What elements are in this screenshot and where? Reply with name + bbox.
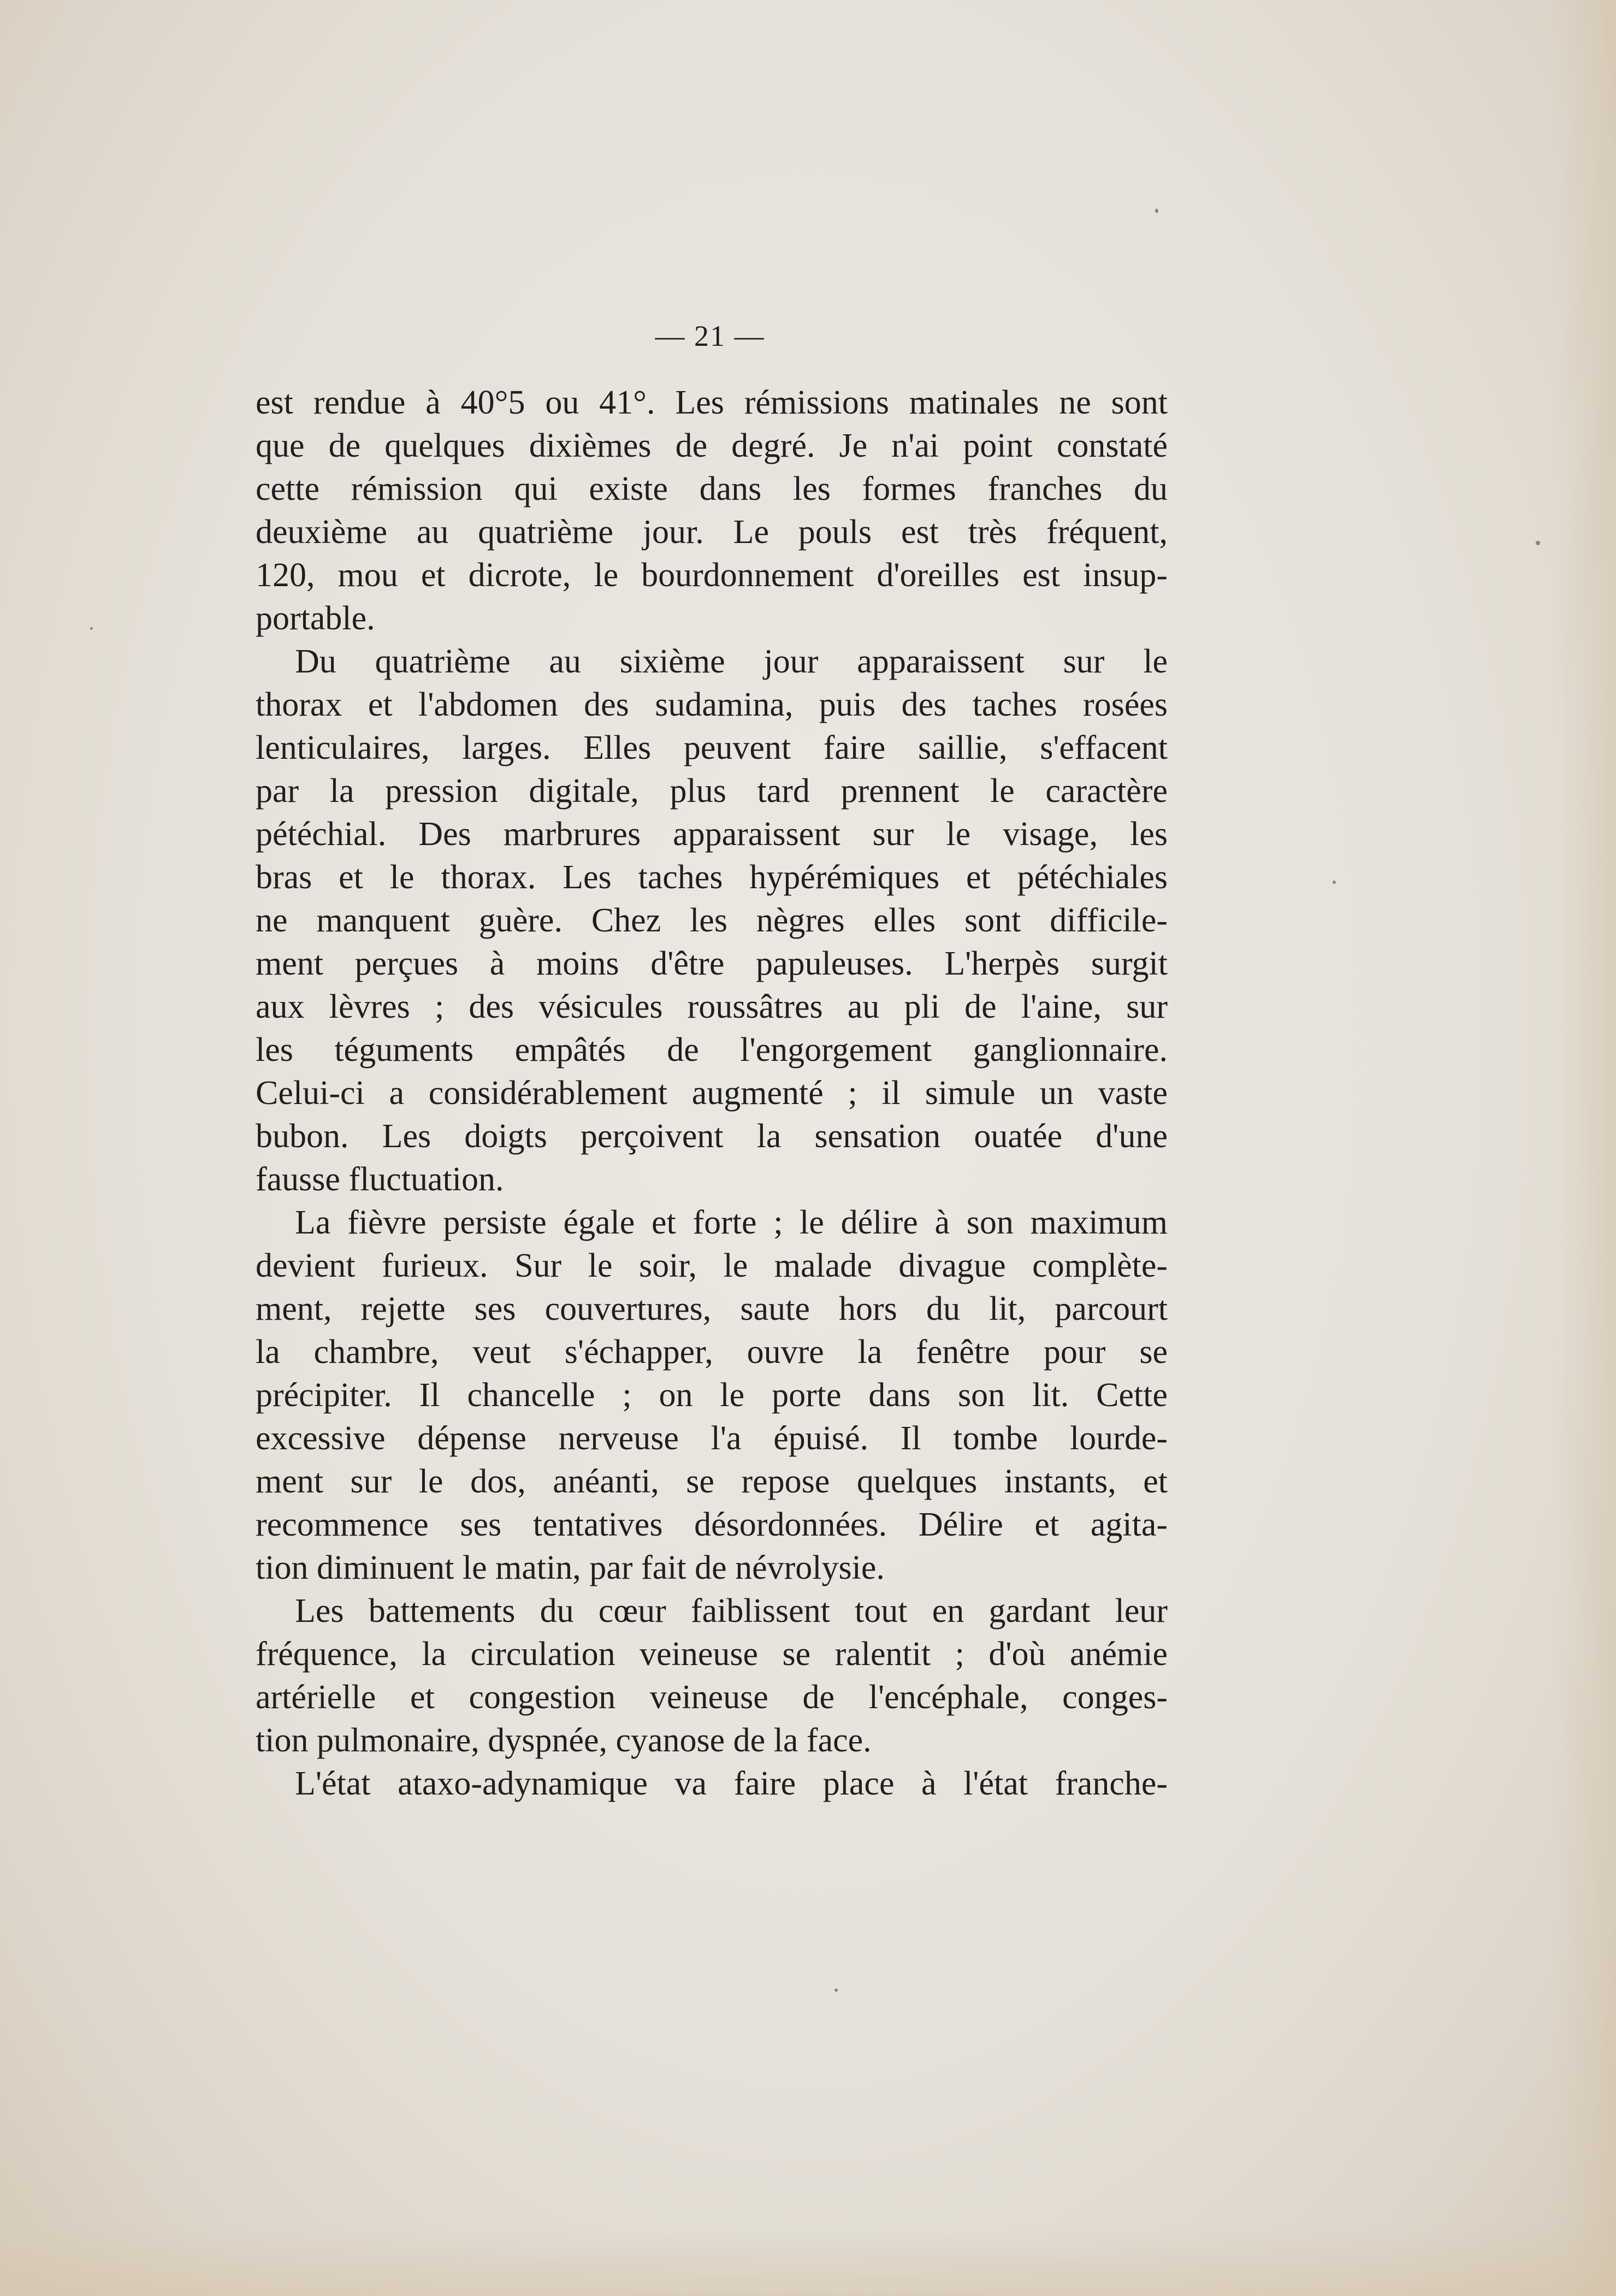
text-line: ne manquent guère. Chez les nègres elles sont difficile- xyxy=(256,902,1168,939)
text-line: Les battements du cœur faiblissent tout en gardant leur xyxy=(295,1592,1168,1630)
text-line: tion pulmonaire, dyspnée, cyanose de la face. xyxy=(256,1722,872,1759)
text-line: 120, mou et dicrote, le bourdonnement d'oreilles est insup- xyxy=(256,557,1168,594)
text-line: artérielle et congestion veineuse de l'encéphale, conges- xyxy=(256,1679,1168,1716)
text-line: lenticulaires, larges. Elles peuvent faire saillie, s'effacent xyxy=(256,729,1168,766)
text-line: tion diminuent le matin, par fait de névrolysie. xyxy=(256,1549,885,1586)
paper-speck xyxy=(834,1988,838,1992)
text-line: Du quatrième au sixième jour apparaissent sur le xyxy=(295,643,1168,680)
text-line: devient furieux. Sur le soir, le malade divague complète- xyxy=(256,1247,1168,1284)
paper-speck xyxy=(1155,209,1158,213)
text-line: portable. xyxy=(256,600,375,637)
text-line: fausse fluctuation. xyxy=(256,1161,504,1198)
text-line: recommence ses tentatives désordonnées. Délire et agita- xyxy=(256,1506,1168,1543)
text-line: Celui-ci a considérablement augmenté ; il simule un vaste xyxy=(256,1075,1168,1112)
paper-speck xyxy=(1536,541,1540,545)
paper-speck xyxy=(90,627,93,630)
text-line: thorax et l'abdomen des sudamina, puis des taches rosées xyxy=(256,686,1168,723)
text-line: la chambre, veut s'échapper, ouvre la fenêtre pour se xyxy=(256,1333,1168,1371)
text-line: que de quelques dixièmes de degré. Je n'ai point constaté xyxy=(256,427,1168,464)
text-line: ment, rejette ses couvertures, saute hors du lit, parcourt xyxy=(256,1290,1168,1327)
text-line: cette rémission qui existe dans les formes franches du xyxy=(256,470,1168,507)
text-line: deuxième au quatrième jour. Le pouls est très fréquent, xyxy=(256,513,1168,551)
text-line: aux lèvres ; des vésicules roussâtres au pli de l'aine, sur xyxy=(256,988,1168,1025)
page-bottom-shading xyxy=(0,2230,1616,2296)
text-line: les téguments empâtés de l'engorgement ganglionnaire. xyxy=(256,1031,1168,1069)
text-line: ment perçues à moins d'être papuleuses. L'herpès surgit xyxy=(256,945,1168,982)
text-line: est rendue à 40°5 ou 41°. Les rémissions matinales ne sont xyxy=(256,384,1168,421)
text-line: par la pression digitale, plus tard prennent le caractère xyxy=(256,772,1168,810)
text-line: fréquence, la circulation veineuse se ralentit ; d'où anémie xyxy=(256,1636,1168,1673)
text-line: La fièvre persiste égale et forte ; le délire à son maximum xyxy=(295,1204,1168,1241)
page-edge-shading xyxy=(1556,0,1616,2296)
paper-speck xyxy=(1333,881,1336,884)
text-line: bubon. Les doigts perçoivent la sensation ouatée d'une xyxy=(256,1118,1168,1155)
text-line: excessive dépense nerveuse l'a épuisé. Il tombe lourde- xyxy=(256,1420,1168,1457)
body-text xyxy=(256,381,1168,1805)
text-line: bras et le thorax. Les taches hypérémiques et pétéchiales xyxy=(256,859,1168,896)
text-line: ment sur le dos, anéanti, se repose quelques instants, et xyxy=(256,1463,1168,1500)
page-number: — 21 — xyxy=(655,320,765,352)
text-line: précipiter. Il chancelle ; on le porte dans son lit. Cette xyxy=(256,1377,1168,1414)
text-line: L'état ataxo-adynamique va faire place à l'état franche- xyxy=(295,1765,1168,1802)
text-line: pétéchial. Des marbrures apparaissent sur le visage, les xyxy=(256,816,1168,853)
